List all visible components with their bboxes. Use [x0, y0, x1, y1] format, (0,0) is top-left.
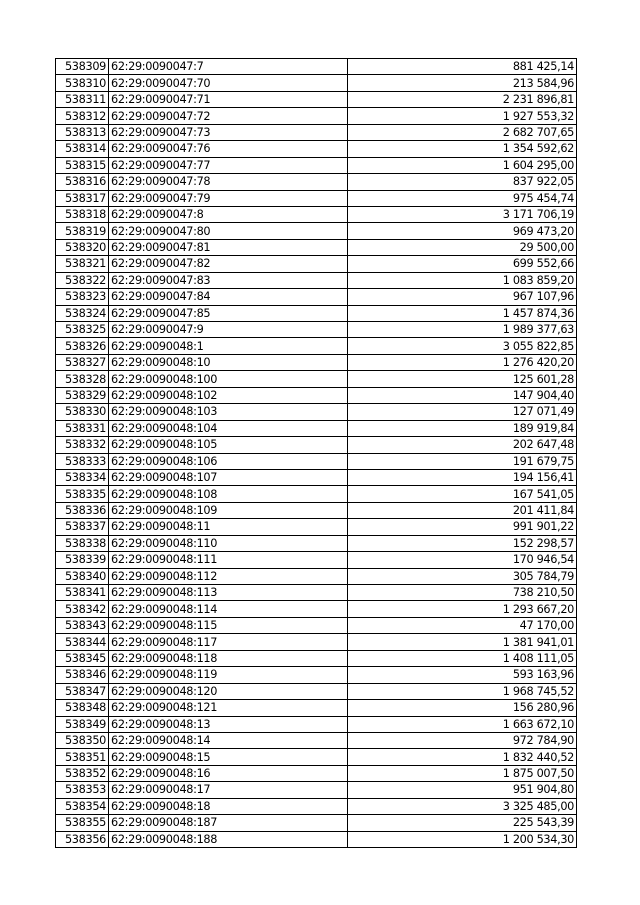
cadastral-number-cell: 62:29:0090048:1: [109, 338, 348, 354]
row-id-cell: 538319: [56, 223, 109, 239]
row-id-cell: 538323: [56, 289, 109, 305]
row-id-cell: 538333: [56, 453, 109, 469]
cadastral-value-cell: 189 919,84: [348, 420, 577, 436]
row-id-cell: 538331: [56, 420, 109, 436]
cadastral-number-cell: 62:29:0090047:85: [109, 305, 348, 321]
row-id-cell: 538318: [56, 206, 109, 222]
cadastral-number-cell: 62:29:0090047:72: [109, 108, 348, 124]
cadastral-number-cell: 62:29:0090048:13: [109, 716, 348, 732]
row-id-cell: 538327: [56, 354, 109, 370]
cadastral-value-cell: 975 454,74: [348, 190, 577, 206]
cadastral-value-cell: 194 156,41: [348, 469, 577, 485]
row-id-cell: 538310: [56, 75, 109, 91]
cadastral-value-cell: 127 071,49: [348, 404, 577, 420]
cadastral-number-cell: 62:29:0090047:9: [109, 322, 348, 338]
table-row: [56, 700, 577, 716]
cadastral-number-cell: 62:29:0090048:112: [109, 568, 348, 584]
cadastral-value-cell: 191 679,75: [348, 453, 577, 469]
cadastral-value-cell: 201 411,84: [348, 502, 577, 518]
cadastral-value-cell: 967 107,96: [348, 289, 577, 305]
cadastral-number-cell: 62:29:0090047:73: [109, 124, 348, 140]
cadastral-value-cell: 837 922,05: [348, 174, 577, 190]
cadastral-number-cell: 62:29:0090047:70: [109, 75, 348, 91]
row-id-cell: 538347: [56, 683, 109, 699]
row-id-cell: 538350: [56, 732, 109, 748]
table-row: [56, 354, 577, 370]
row-id-cell: 538343: [56, 617, 109, 633]
row-id-cell: 538325: [56, 322, 109, 338]
cadastral-number-cell: 62:29:0090047:71: [109, 91, 348, 107]
cadastral-value-cell: 1 200 534,30: [348, 831, 577, 847]
table-row: [56, 239, 577, 255]
cadastral-value-table: [55, 58, 577, 848]
table-row: [56, 289, 577, 305]
table-row: [56, 371, 577, 387]
row-id-cell: 538313: [56, 124, 109, 140]
cadastral-value-cell: 1 927 553,32: [348, 108, 577, 124]
row-id-cell: 538337: [56, 519, 109, 535]
table-row: [56, 223, 577, 239]
cadastral-value-cell: 225 543,39: [348, 815, 577, 831]
cadastral-number-cell: 62:29:0090048:104: [109, 420, 348, 436]
table-row: [56, 716, 577, 732]
table-row: [56, 519, 577, 535]
cadastral-value-cell: 1 457 874,36: [348, 305, 577, 321]
table-row: [56, 338, 577, 354]
cadastral-value-cell: 47 170,00: [348, 617, 577, 633]
row-id-cell: 538342: [56, 601, 109, 617]
table-row: [56, 420, 577, 436]
cadastral-number-cell: 62:29:0090048:17: [109, 782, 348, 798]
table-row: [56, 617, 577, 633]
row-id-cell: 538322: [56, 272, 109, 288]
row-id-cell: 538336: [56, 502, 109, 518]
row-id-cell: 538339: [56, 552, 109, 568]
table-row: [56, 831, 577, 847]
table-row: [56, 387, 577, 403]
cadastral-value-cell: 152 298,57: [348, 535, 577, 551]
cadastral-number-cell: 62:29:0090048:121: [109, 700, 348, 716]
row-id-cell: 538330: [56, 404, 109, 420]
cadastral-value-cell: 991 901,22: [348, 519, 577, 535]
cadastral-number-cell: 62:29:0090047:7: [109, 59, 348, 75]
cadastral-value-cell: 213 584,96: [348, 75, 577, 91]
cadastral-value-cell: 147 904,40: [348, 387, 577, 403]
row-id-cell: 538352: [56, 765, 109, 781]
row-id-cell: 538329: [56, 387, 109, 403]
cadastral-number-cell: 62:29:0090048:11: [109, 519, 348, 535]
cadastral-number-cell: 62:29:0090047:8: [109, 206, 348, 222]
table-row: [56, 650, 577, 666]
cadastral-value-cell: 305 784,79: [348, 568, 577, 584]
table-row: [56, 174, 577, 190]
table-row: [56, 667, 577, 683]
row-id-cell: 538320: [56, 239, 109, 255]
table-row: [56, 749, 577, 765]
cadastral-value-cell: 156 280,96: [348, 700, 577, 716]
table-row: [56, 75, 577, 91]
cadastral-number-cell: 62:29:0090048:109: [109, 502, 348, 518]
row-id-cell: 538326: [56, 338, 109, 354]
cadastral-number-cell: 62:29:0090048:105: [109, 437, 348, 453]
row-id-cell: 538334: [56, 469, 109, 485]
cadastral-value-cell: 1 083 859,20: [348, 272, 577, 288]
table-row: [56, 141, 577, 157]
table-row: [56, 157, 577, 173]
table-row: [56, 486, 577, 502]
cadastral-number-cell: 62:29:0090048:188: [109, 831, 348, 847]
cadastral-value-cell: 972 784,90: [348, 732, 577, 748]
row-id-cell: 538312: [56, 108, 109, 124]
cadastral-value-cell: 1 276 420,20: [348, 354, 577, 370]
cadastral-number-cell: 62:29:0090048:10: [109, 354, 348, 370]
table-row: [56, 124, 577, 140]
cadastral-value-cell: 1 408 111,05: [348, 650, 577, 666]
table-row: [56, 732, 577, 748]
table-row: [56, 305, 577, 321]
cadastral-number-cell: 62:29:0090048:111: [109, 552, 348, 568]
table-row: [56, 798, 577, 814]
cadastral-value-cell: 1 875 007,50: [348, 765, 577, 781]
table-row: [56, 601, 577, 617]
row-id-cell: 538321: [56, 256, 109, 272]
row-id-cell: 538315: [56, 157, 109, 173]
table-row: [56, 91, 577, 107]
table-row: [56, 502, 577, 518]
table-row: [56, 206, 577, 222]
table-row: [56, 535, 577, 551]
cadastral-number-cell: 62:29:0090048:187: [109, 815, 348, 831]
cadastral-number-cell: 62:29:0090048:108: [109, 486, 348, 502]
table-body: [56, 59, 577, 848]
cadastral-number-cell: 62:29:0090048:119: [109, 667, 348, 683]
cadastral-value-cell: 738 210,50: [348, 585, 577, 601]
row-id-cell: 538344: [56, 634, 109, 650]
row-id-cell: 538349: [56, 716, 109, 732]
cadastral-value-cell: 3 055 822,85: [348, 338, 577, 354]
cadastral-value-cell: 951 904,80: [348, 782, 577, 798]
row-id-cell: 538309: [56, 59, 109, 75]
cadastral-value-cell: 1 293 667,20: [348, 601, 577, 617]
row-id-cell: 538311: [56, 91, 109, 107]
cadastral-number-cell: 62:29:0090047:77: [109, 157, 348, 173]
row-id-cell: 538328: [56, 371, 109, 387]
row-id-cell: 538324: [56, 305, 109, 321]
cadastral-value-cell: 593 163,96: [348, 667, 577, 683]
cadastral-number-cell: 62:29:0090048:100: [109, 371, 348, 387]
table-row: [56, 108, 577, 124]
cadastral-value-cell: 3 171 706,19: [348, 206, 577, 222]
row-id-cell: 538340: [56, 568, 109, 584]
cadastral-number-cell: 62:29:0090048:118: [109, 650, 348, 666]
row-id-cell: 538351: [56, 749, 109, 765]
row-id-cell: 538346: [56, 667, 109, 683]
row-id-cell: 538353: [56, 782, 109, 798]
cadastral-number-cell: 62:29:0090048:106: [109, 453, 348, 469]
cadastral-value-cell: 1 663 672,10: [348, 716, 577, 732]
cadastral-value-cell: 170 946,54: [348, 552, 577, 568]
table-row: [56, 453, 577, 469]
table-row: [56, 272, 577, 288]
table-row: [56, 634, 577, 650]
table-row: [56, 815, 577, 831]
cadastral-value-cell: 125 601,28: [348, 371, 577, 387]
cadastral-value-cell: 1 989 377,63: [348, 322, 577, 338]
row-id-cell: 538316: [56, 174, 109, 190]
cadastral-number-cell: 62:29:0090048:15: [109, 749, 348, 765]
cadastral-number-cell: 62:29:0090048:18: [109, 798, 348, 814]
cadastral-value-cell: 202 647,48: [348, 437, 577, 453]
cadastral-value-cell: 1 354 592,62: [348, 141, 577, 157]
table-row: [56, 585, 577, 601]
cadastral-value-cell: 1 968 745,52: [348, 683, 577, 699]
cadastral-value-cell: 3 325 485,00: [348, 798, 577, 814]
cadastral-value-cell: 1 604 295,00: [348, 157, 577, 173]
cadastral-number-cell: 62:29:0090047:82: [109, 256, 348, 272]
table-row: [56, 322, 577, 338]
cadastral-number-cell: 62:29:0090048:115: [109, 617, 348, 633]
cadastral-value-cell: 881 425,14: [348, 59, 577, 75]
cadastral-value-cell: 969 473,20: [348, 223, 577, 239]
cadastral-value-cell: 1 832 440,52: [348, 749, 577, 765]
cadastral-number-cell: 62:29:0090048:117: [109, 634, 348, 650]
table-row: [56, 683, 577, 699]
table-row: [56, 190, 577, 206]
cadastral-number-cell: 62:29:0090047:80: [109, 223, 348, 239]
cadastral-number-cell: 62:29:0090047:78: [109, 174, 348, 190]
table-row: [56, 59, 577, 75]
cadastral-number-cell: 62:29:0090048:113: [109, 585, 348, 601]
cadastral-value-cell: 699 552,66: [348, 256, 577, 272]
row-id-cell: 538317: [56, 190, 109, 206]
cadastral-number-cell: 62:29:0090048:107: [109, 469, 348, 485]
table-row: [56, 437, 577, 453]
row-id-cell: 538345: [56, 650, 109, 666]
cadastral-number-cell: 62:29:0090048:102: [109, 387, 348, 403]
cadastral-number-cell: 62:29:0090047:83: [109, 272, 348, 288]
cadastral-number-cell: 62:29:0090048:16: [109, 765, 348, 781]
cadastral-value-cell: 167 541,05: [348, 486, 577, 502]
cadastral-value-cell: 2 682 707,65: [348, 124, 577, 140]
cadastral-number-cell: 62:29:0090048:14: [109, 732, 348, 748]
cadastral-number-cell: 62:29:0090048:114: [109, 601, 348, 617]
row-id-cell: 538335: [56, 486, 109, 502]
cadastral-number-cell: 62:29:0090047:79: [109, 190, 348, 206]
row-id-cell: 538356: [56, 831, 109, 847]
table-row: [56, 256, 577, 272]
cadastral-number-cell: 62:29:0090047:81: [109, 239, 348, 255]
cadastral-number-cell: 62:29:0090047:84: [109, 289, 348, 305]
table-row: [56, 404, 577, 420]
table-row: [56, 469, 577, 485]
cadastral-number-cell: 62:29:0090048:120: [109, 683, 348, 699]
row-id-cell: 538341: [56, 585, 109, 601]
row-id-cell: 538314: [56, 141, 109, 157]
table-row: [56, 765, 577, 781]
cadastral-value-cell: 2 231 896,81: [348, 91, 577, 107]
cadastral-value-cell: 1 381 941,01: [348, 634, 577, 650]
table-row: [56, 552, 577, 568]
cadastral-number-cell: 62:29:0090048:103: [109, 404, 348, 420]
table-row: [56, 782, 577, 798]
row-id-cell: 538332: [56, 437, 109, 453]
cadastral-number-cell: 62:29:0090047:76: [109, 141, 348, 157]
table-row: [56, 568, 577, 584]
row-id-cell: 538348: [56, 700, 109, 716]
cadastral-value-cell: 29 500,00: [348, 239, 577, 255]
cadastral-number-cell: 62:29:0090048:110: [109, 535, 348, 551]
row-id-cell: 538355: [56, 815, 109, 831]
row-id-cell: 538338: [56, 535, 109, 551]
row-id-cell: 538354: [56, 798, 109, 814]
